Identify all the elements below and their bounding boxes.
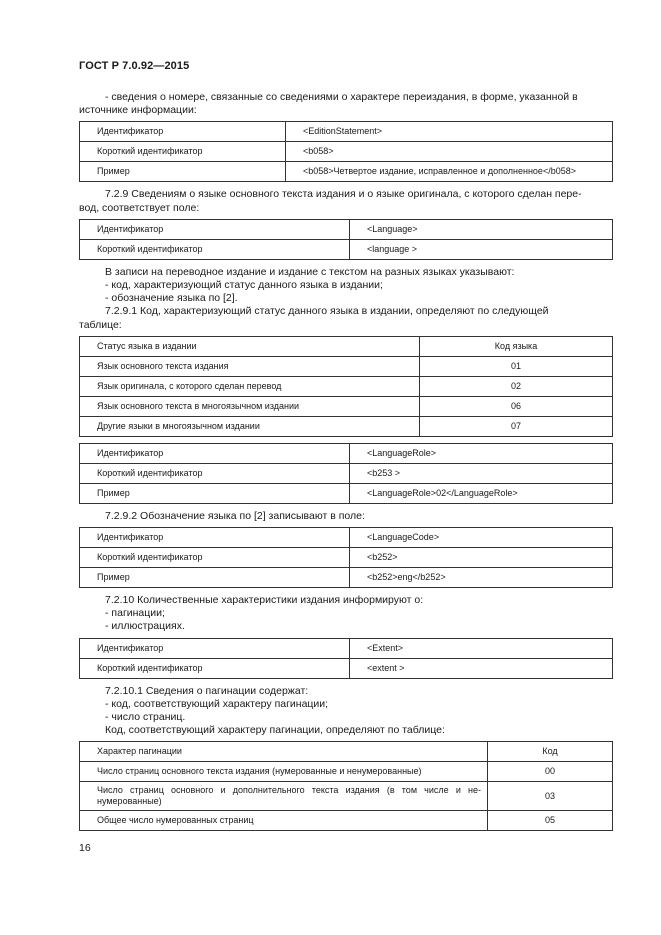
table-row (80, 396, 613, 416)
section-7-2-10-1-item-1: - код, соответствующий характеру пагинации; (105, 697, 329, 710)
table-edition-statement (79, 121, 613, 182)
table-cell: Число страниц основного текста издания (нумерованные и ненумерованные) (80, 762, 488, 782)
section-7-2-9-2: 7.2.9.2 Обозначение языка по [2] записывают в поле: (105, 509, 365, 522)
table-header-cell: Код языка (420, 336, 613, 356)
table-cell: Короткий идентификатор (80, 463, 350, 483)
table-cell: <b058>Четвертое издание, исправленное и дополненное</b058> (286, 162, 613, 182)
table-cell: Идентификатор (80, 528, 350, 548)
table-cell: Язык оригинала, с которого сделан перевод (80, 376, 420, 396)
table-row (80, 548, 613, 568)
table-row (80, 416, 613, 436)
table-row (80, 443, 613, 463)
page-header: ГОСТ Р 7.0.92—2015 (79, 60, 190, 72)
section-7-2-9-1-line-1: 7.2.9.1 Код, характеризующий статус данного языка в издании, определяют по следующей (105, 305, 549, 318)
table-row (80, 463, 613, 483)
table-cell: 01 (420, 356, 613, 376)
section-7-2-9-1-line-2: таблице: (79, 318, 122, 331)
table-row (80, 239, 613, 259)
table-cell: Идентификатор (80, 638, 350, 658)
table-cell: 02 (420, 376, 613, 396)
table-language-status (79, 336, 613, 437)
table-cell: <b252> (350, 548, 613, 568)
table-language-role (79, 443, 613, 504)
table-row (80, 658, 613, 678)
table-row (80, 483, 613, 503)
table-cell: Идентификатор (80, 443, 350, 463)
table-language (79, 219, 613, 260)
table-cell: <b058> (286, 142, 613, 162)
table-cell: <b253 > (350, 463, 613, 483)
table-row (80, 762, 613, 782)
table-row (80, 782, 613, 811)
section-7-2-10-item-2: - иллюстрациях. (105, 620, 185, 633)
table-cell: Пример (80, 162, 286, 182)
section-7-2-9-line-2: вод, соответствует поле: (79, 201, 200, 214)
section-7-2-10-item-1: - пагинации; (105, 607, 165, 620)
intro-line-2: источнике информации: (79, 104, 197, 117)
table-cell: Короткий идентификатор (80, 142, 286, 162)
table-header-cell: Характер пагинации (80, 742, 488, 762)
table-row (80, 568, 613, 588)
table-header-row (80, 742, 613, 762)
table-cell: 06 (420, 396, 613, 416)
table-cell: <Extent> (350, 638, 613, 658)
table-cell: <EditionStatement> (286, 122, 613, 142)
table-cell: Другие языки в многоязычном издании (80, 416, 420, 436)
table-header-row (80, 336, 613, 356)
section-7-2-10-line-1: 7.2.10 Количественные характеристики издания информируют о: (105, 594, 424, 607)
lang-para-item-2: - обозначение языка по [2]. (105, 292, 238, 305)
intro-line-1: - сведения о номере, связанные со сведениями о характере переиздания, в форме, указанной в (105, 91, 578, 103)
table-cell: 05 (488, 811, 613, 831)
section-7-2-9-line-1: 7.2.9 Сведениям о языке основного текста издания и о языке оригинала, с которого сделан пере- (105, 188, 582, 201)
table-cell: Идентификатор (80, 219, 350, 239)
table-cell: Пример (80, 568, 350, 588)
table-row (80, 162, 613, 182)
table-language-code (79, 527, 613, 588)
table-cell: Короткий идентификатор (80, 658, 350, 678)
table-row (80, 122, 613, 142)
table-cell: Язык основного текста в многоязычном издании (80, 396, 420, 416)
table-header-cell: Код (488, 742, 613, 762)
table-row (80, 142, 613, 162)
table-row (80, 811, 613, 831)
section-7-2-10-1-item-2: - число страниц. (105, 711, 186, 724)
lang-para-item-1: - код, характеризующий статус данного языка в издании; (105, 279, 383, 292)
table-cell: <LanguageCode> (350, 528, 613, 548)
table-cell: Общее число нумерованных страниц (80, 811, 488, 831)
table-cell: <b252>eng</b252> (350, 568, 613, 588)
table-row (80, 376, 613, 396)
section-7-2-10-1-line-1: 7.2.10.1 Сведения о пагинации содержат: (105, 684, 309, 697)
table-cell: <Language> (350, 219, 613, 239)
table-cell: Пример (80, 483, 350, 503)
table-cell: Язык основного текста издания (80, 356, 420, 376)
table-cell: Короткий идентификатор (80, 239, 350, 259)
page-content (79, 91, 613, 831)
table-extent (79, 638, 613, 679)
table-cell: <language > (350, 239, 613, 259)
section-7-2-10-1-line-2: Код, соответствующий характеру пагинации, определяют по таблице: (105, 724, 445, 737)
table-cell: Число страниц основного и дополнительного текста издания (в том числе и не-нумерованные) (80, 782, 488, 811)
page-number: 16 (79, 842, 91, 854)
table-cell: 00 (488, 762, 613, 782)
table-cell: <extent > (350, 658, 613, 678)
table-row (80, 528, 613, 548)
table-header-cell: Статус языка в издании (80, 336, 420, 356)
table-cell: 03 (488, 782, 613, 811)
table-pagination (79, 741, 613, 831)
table-cell: Короткий идентификатор (80, 548, 350, 568)
table-row (80, 638, 613, 658)
table-row (80, 219, 613, 239)
table-cell: <LanguageRole> (350, 443, 613, 463)
table-row (80, 356, 613, 376)
table-cell: 07 (420, 416, 613, 436)
table-cell: Идентификатор (80, 122, 286, 142)
lang-para-line-1: В записи на переводное издание и издание с текстом на разных языках указывают: (105, 265, 515, 278)
table-cell: <LanguageRole>02</LanguageRole> (350, 483, 613, 503)
